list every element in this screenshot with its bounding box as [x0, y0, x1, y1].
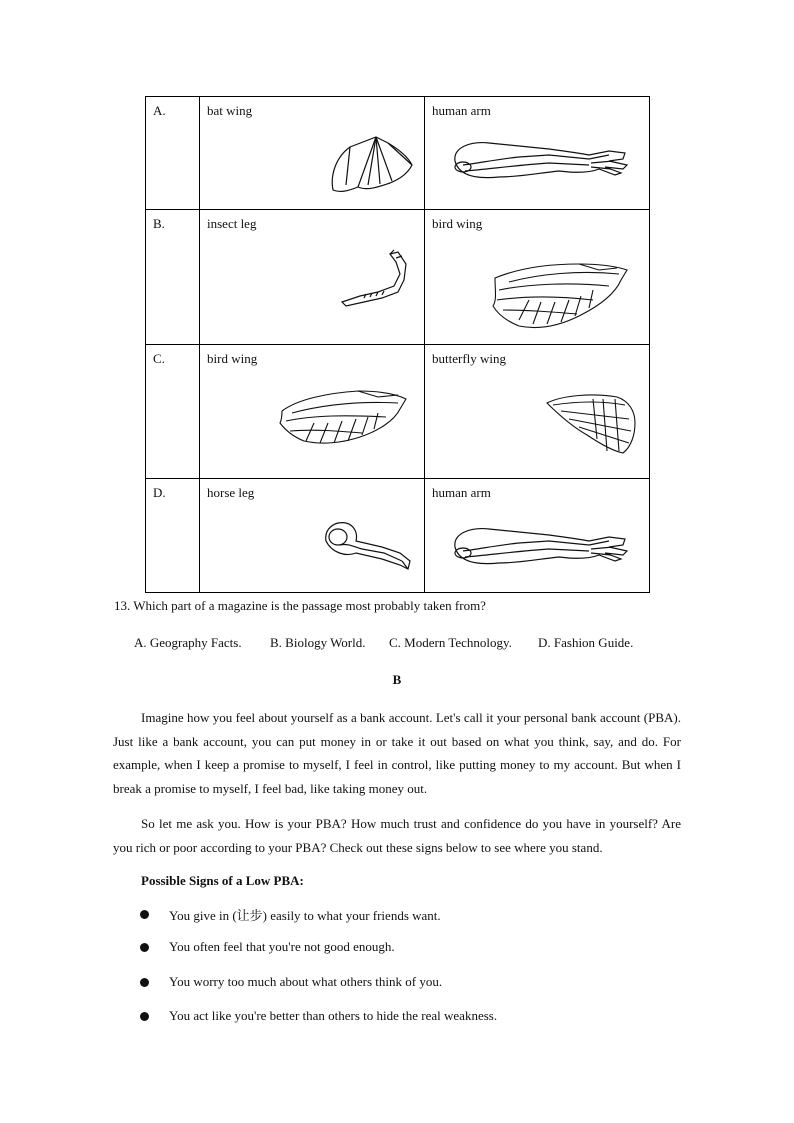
option-letter: C.	[153, 351, 165, 366]
structure-label: bird wing	[432, 216, 483, 231]
table-row	[146, 97, 650, 210]
bullet-icon	[140, 910, 149, 919]
sign-text: You act like you're better than others to hide the real weakness.	[169, 1008, 498, 1023]
option-letter-cell	[146, 97, 200, 210]
sign-text: You worry too much about what others think of you.	[169, 974, 443, 989]
paragraph-2: So let me ask you. How is your PBA? How much trust and confidence do you have in yourself? Are you rich or poor according to your PBA? Check out these signs below to see where you stand.	[113, 816, 681, 855]
structure-label: human arm	[432, 485, 491, 500]
sign-text: You often feel that you're not good enough.	[169, 939, 395, 954]
structure-label: bat wing	[207, 103, 253, 118]
choice-b[interactable]: B. Biology World.	[270, 635, 366, 650]
left-structure-cell	[200, 97, 425, 210]
bird-wing-icon	[278, 387, 410, 447]
sign-text: You give in (让步) easily to what your friends want.	[169, 908, 441, 923]
table-row	[146, 210, 650, 345]
answer-choices	[134, 635, 633, 651]
left-structure-cell	[200, 345, 425, 479]
structure-label: insect leg	[207, 216, 257, 231]
signs-heading: Possible Signs of a Low PBA:	[141, 873, 304, 888]
human-arm-icon	[449, 523, 631, 575]
right-structure-cell	[425, 479, 650, 593]
option-letter: A.	[153, 103, 166, 118]
structure-label: butterfly wing	[432, 351, 507, 366]
homologous-structures-table	[145, 96, 650, 593]
horse-leg-icon	[322, 519, 414, 575]
bullet-icon	[140, 1012, 149, 1021]
bird-wing-icon	[489, 260, 633, 332]
section-title: B	[392, 672, 402, 687]
option-letter-cell	[146, 210, 200, 345]
bullet-icon	[140, 943, 149, 952]
choice-d[interactable]: D. Fashion Guide.	[538, 635, 634, 650]
left-structure-cell	[200, 210, 425, 345]
choice-c[interactable]: C. Modern Technology.	[389, 635, 512, 650]
structure-label: human arm	[432, 103, 491, 118]
right-structure-cell	[425, 97, 650, 210]
list-item	[140, 974, 442, 990]
structure-label: horse leg	[207, 485, 255, 500]
right-structure-cell	[425, 210, 650, 345]
insect-leg-icon	[338, 248, 410, 308]
option-letter: B.	[153, 216, 165, 231]
left-structure-cell	[200, 479, 425, 593]
right-structure-cell	[425, 345, 650, 479]
option-letter-cell	[146, 345, 200, 479]
bullet-icon	[140, 978, 149, 987]
paragraph-1: Imagine how you feel about yourself as a bank account. Let's call it your personal bank account (PBA). Just like a bank account, you can put money in or take it out based on what you think, say, and do. For example, when I keep a promise to myself, I feel in control, like putting money to my account. But when I break a promise to myself, I feel bad, like taking money out.	[113, 710, 681, 796]
list-item	[140, 1008, 497, 1024]
question-13-text: 13. Which part of a magazine is the passage most probably taken from?	[114, 598, 486, 613]
bat-wing-icon	[328, 135, 416, 195]
structure-label: bird wing	[207, 351, 258, 366]
butterfly-wing-icon	[543, 391, 641, 455]
human-arm-icon	[449, 137, 631, 189]
option-letter: D.	[153, 485, 166, 500]
option-letter-cell	[146, 479, 200, 593]
list-item	[140, 905, 441, 924]
table-row	[146, 345, 650, 479]
choice-a[interactable]: A. Geography Facts.	[134, 635, 242, 650]
list-item	[140, 939, 395, 955]
table-row	[146, 479, 650, 593]
